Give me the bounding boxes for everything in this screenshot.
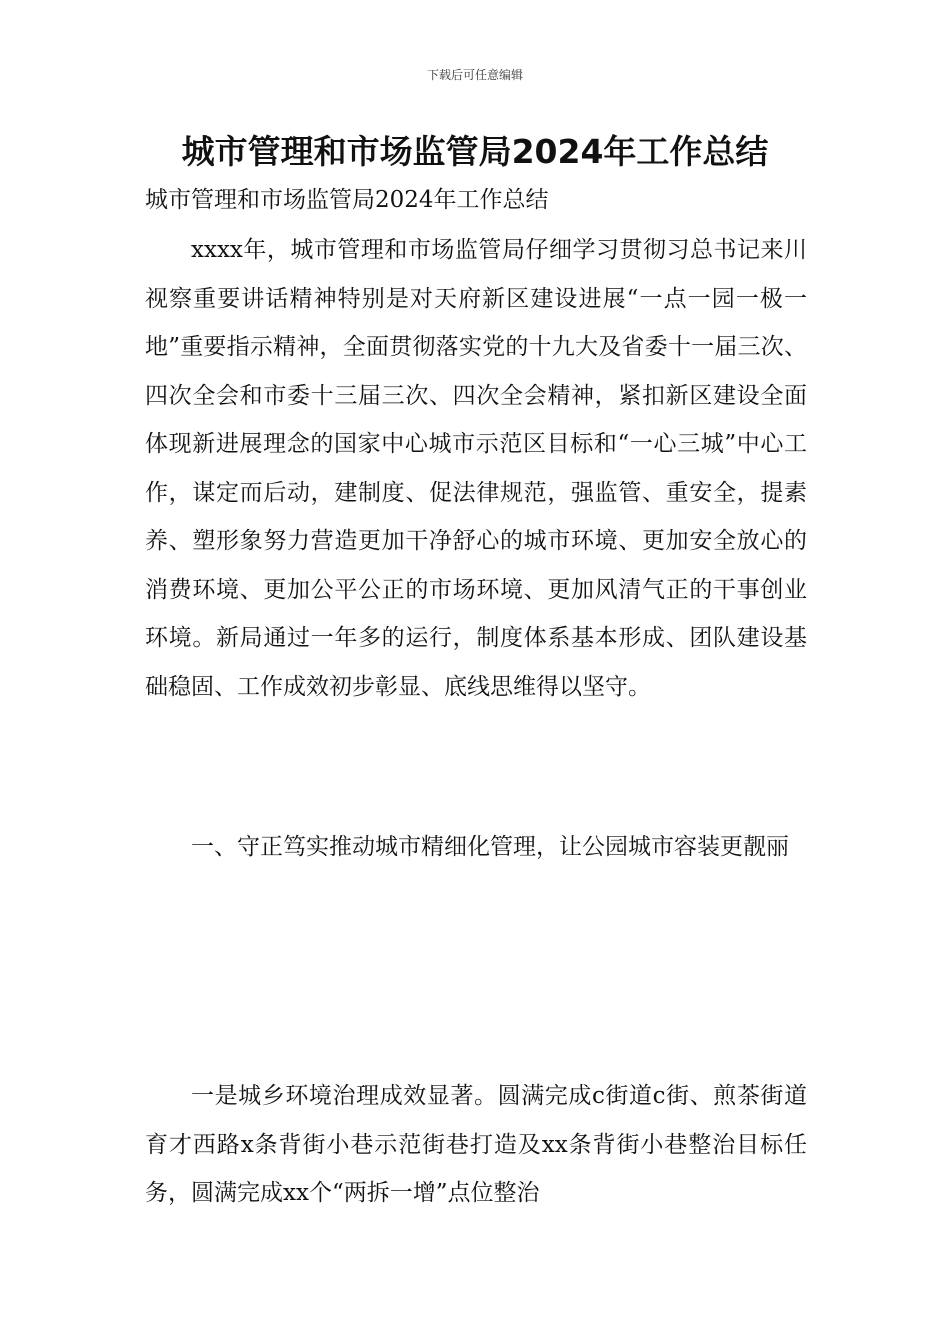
document-subtitle: 城市管理和市场监管局2024年工作总结 [145,187,549,213]
intro-paragraph: xxxx年，城市管理和市场监管局仔细学习贯彻习总书记来川视察重要讲话精神特别是对天府新区建设进展“一点一园一极一地”重要指示精神，全面贯彻落实党的十九大及省委十一届三次、四次全会和市委十三届三次、四次全会精神，紧扣新区建设全面体现新进展理念的国家中心城市示范区目标和“一心三城”中心工作，谋定而后动，建制度、促法律规范，强监管、重安全，提素养、塑形象努力营造更加干净舒心的城市环境、更加安全放心的消费环境、更加公平公正的市场环境、更加风清气正的干事创业环境。新局通过一年多的运行，制度体系基本形成、团队建设基础稳固、工作成效初步彰显、底线思维得以坚守。 [145,237,807,700]
section-heading: 一、守正笃实推动城市精细化管理，让公园城市容装更靓丽 [191,834,789,860]
document-title: 城市管理和市场监管局2024年工作总结 [181,132,769,171]
header-note: 下载后可任意编辑 [426,68,523,82]
item-one-paragraph: 一是城乡环境治理成效显著。圆满完成c街道c街、煎茶街道育才西路x条背街小巷示范街巷打造及xx条背街小巷整治目标任务，圆满完成xx个“两拆一增”点位整治 [145,1083,807,1206]
